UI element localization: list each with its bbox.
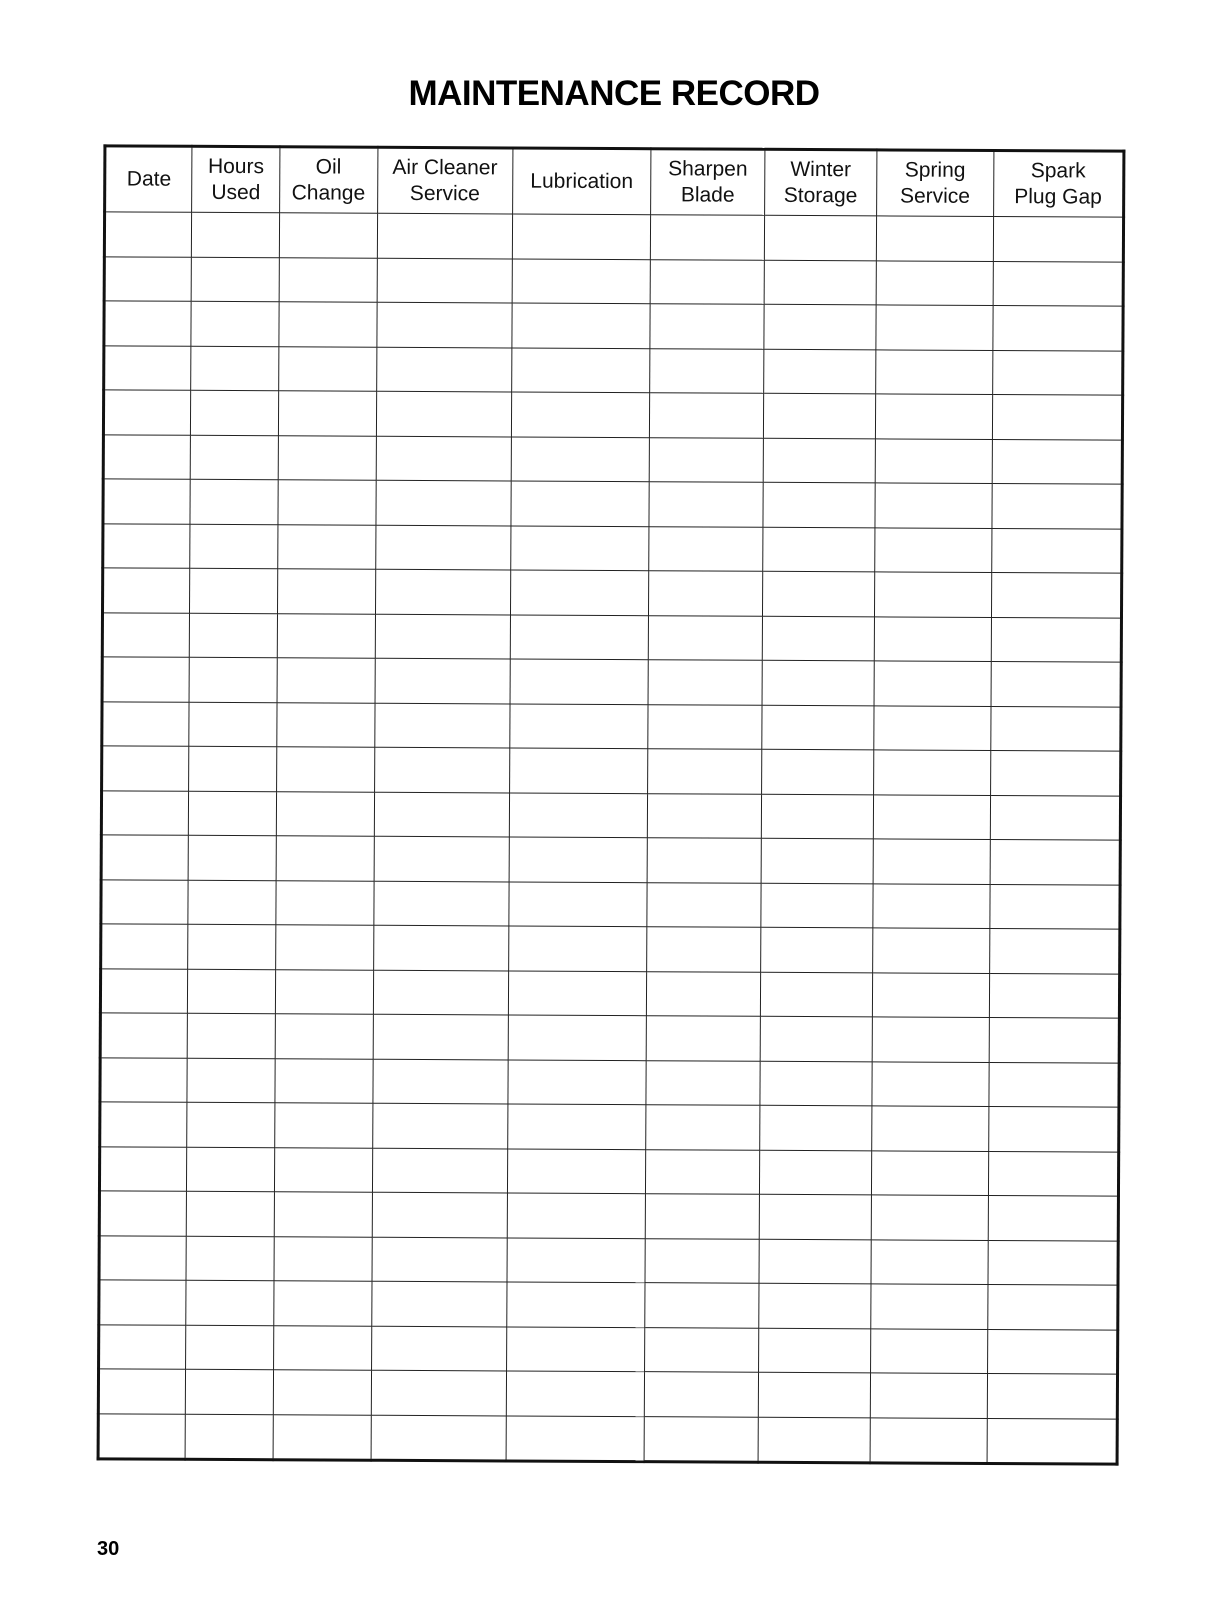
blank-cell (763, 482, 875, 527)
blank-cell (990, 750, 1120, 795)
blank-cell (872, 972, 989, 1017)
blank-cell (104, 256, 192, 301)
blank-cell (192, 212, 280, 257)
table-row (99, 1146, 1118, 1196)
blank-cell (759, 1328, 871, 1373)
blank-cell (279, 257, 377, 302)
blank-cell (103, 523, 191, 568)
blank-cell (511, 525, 650, 570)
column-header-date: Date (105, 146, 193, 212)
blank-cell (371, 1370, 506, 1415)
blank-cell (191, 346, 279, 391)
blank-cell (376, 436, 511, 481)
blank-cell (99, 1146, 187, 1191)
blank-cell (512, 303, 651, 348)
blank-cell (101, 924, 189, 969)
table-row (102, 701, 1121, 751)
table-row (100, 968, 1119, 1018)
blank-cell (992, 439, 1122, 484)
blank-cell (276, 791, 374, 836)
blank-cell (186, 1414, 274, 1460)
blank-cell (98, 1369, 186, 1414)
column-header-winter-storage: Winter Storage (765, 149, 877, 216)
blank-cell (871, 1239, 988, 1284)
blank-cell (988, 1240, 1118, 1285)
blank-cell (99, 1191, 187, 1236)
blank-cell (190, 479, 278, 524)
blank-cell (187, 1147, 275, 1192)
blank-cell (870, 1417, 987, 1463)
blank-cell (507, 1148, 646, 1193)
blank-cell (508, 926, 647, 971)
blank-cell (191, 435, 279, 480)
page-title: MAINTENANCE RECORD (408, 74, 820, 113)
blank-cell (103, 434, 191, 479)
blank-cell (374, 747, 509, 792)
blank-cell (992, 483, 1122, 528)
blank-cell (760, 1016, 872, 1061)
blank-cell (275, 1058, 373, 1103)
blank-cell (186, 1325, 274, 1370)
blank-cell (372, 1059, 507, 1104)
blank-cell (764, 215, 876, 260)
blank-cell (874, 661, 991, 706)
blank-cell (989, 1062, 1119, 1107)
blank-cell (277, 702, 375, 747)
table-row (99, 1235, 1118, 1285)
blank-cell (648, 660, 762, 705)
table-row (100, 1013, 1119, 1063)
column-header-sharpen-blade: Sharpen Blade (651, 149, 765, 216)
blank-cell (372, 1103, 507, 1148)
blank-cell (511, 347, 650, 392)
blank-cell (646, 971, 760, 1016)
blank-cell (510, 570, 649, 615)
blank-cell (188, 924, 276, 969)
blank-cell (876, 216, 993, 261)
blank-cell (373, 881, 508, 926)
blank-cell (872, 1061, 989, 1106)
blank-cell (103, 479, 191, 524)
blank-cell (189, 657, 277, 702)
blank-cell (276, 836, 374, 881)
blank-cell (511, 436, 650, 481)
table-row (103, 434, 1122, 484)
blank-cell (875, 527, 992, 572)
blank-cell (102, 701, 190, 746)
blank-cell (991, 528, 1121, 573)
blank-cell (649, 571, 763, 616)
table-row (98, 1369, 1117, 1419)
blank-cell (510, 703, 649, 748)
table-row (99, 1191, 1118, 1241)
blank-cell (876, 260, 993, 305)
blank-cell (875, 394, 992, 439)
blank-cell (991, 617, 1121, 662)
blank-cell (762, 571, 874, 616)
blank-cell (870, 1373, 987, 1418)
blank-cell (511, 392, 650, 437)
blank-cell (275, 1103, 373, 1148)
blank-cell (98, 1413, 186, 1459)
table-row (102, 612, 1121, 662)
blank-cell (759, 1194, 871, 1239)
blank-cell (274, 1236, 372, 1281)
blank-cell (510, 614, 649, 659)
blank-cell (764, 349, 876, 394)
blank-cell (763, 393, 875, 438)
blank-cell (274, 1192, 372, 1237)
table-row (104, 256, 1123, 306)
blank-cell (987, 1373, 1117, 1418)
blank-cell (99, 1324, 187, 1369)
blank-cell (871, 1284, 988, 1329)
blank-cell (647, 882, 761, 927)
blank-cell (759, 1283, 871, 1328)
blank-cell (374, 792, 509, 837)
blank-cell (274, 1147, 372, 1192)
table-row (101, 879, 1120, 929)
blank-cell (874, 705, 991, 750)
blank-cell (990, 795, 1120, 840)
blank-cell (506, 1326, 645, 1371)
blank-cell (278, 524, 376, 569)
blank-cell (761, 883, 873, 928)
blank-cell (189, 702, 277, 747)
blank-cell (875, 438, 992, 483)
blank-cell (763, 527, 875, 572)
blank-cell (371, 1415, 506, 1461)
column-header-hours-used: Hours Used (192, 146, 280, 212)
blank-cell (644, 1416, 758, 1462)
blank-cell (645, 1283, 759, 1328)
blank-cell (873, 750, 990, 795)
blank-cell (873, 883, 990, 928)
blank-cell (876, 305, 993, 350)
blank-cell (189, 835, 277, 880)
blank-cell (647, 838, 761, 883)
header-row (105, 146, 1124, 217)
blank-cell (648, 704, 762, 749)
table-row (101, 835, 1120, 885)
blank-cell (187, 1191, 275, 1236)
blank-cell (762, 616, 874, 661)
blank-cell (645, 1238, 759, 1283)
blank-cell (758, 1417, 870, 1463)
blank-cell (276, 747, 374, 792)
blank-cell (188, 1013, 276, 1058)
blank-cell (874, 572, 991, 617)
blank-cell (872, 928, 989, 973)
blank-cell (988, 1284, 1118, 1329)
blank-cell (375, 569, 510, 614)
blank-cell (375, 480, 510, 525)
blank-cell (873, 839, 990, 884)
blank-cell (506, 1415, 645, 1461)
blank-cell (871, 1195, 988, 1240)
blank-cell (645, 1194, 759, 1239)
blank-cell (650, 393, 764, 438)
blank-cell (275, 969, 373, 1014)
blank-cell (762, 749, 874, 794)
table-row (100, 1057, 1119, 1107)
blank-cell (377, 213, 512, 258)
blank-cell (988, 1106, 1118, 1151)
blank-cell (509, 792, 648, 837)
blank-cell (372, 1192, 507, 1237)
blank-cell (375, 614, 510, 659)
blank-cell (872, 1017, 989, 1062)
blank-cell (100, 1013, 188, 1058)
blank-cell (278, 391, 376, 436)
blank-cell (275, 1014, 373, 1059)
blank-cell (760, 1105, 872, 1150)
blank-cell (374, 703, 509, 748)
blank-cell (279, 302, 377, 347)
blank-cell (650, 348, 764, 393)
blank-cell (186, 1369, 274, 1414)
blank-cell (645, 1327, 759, 1372)
column-header-oil-change: Oil Change (280, 147, 378, 214)
blank-cell (192, 257, 280, 302)
table-row (101, 924, 1120, 974)
blank-cell (874, 616, 991, 661)
blank-cell (187, 1102, 275, 1147)
blank-cell (871, 1150, 988, 1195)
blank-cell (276, 925, 374, 970)
blank-cell (372, 1237, 507, 1282)
blank-cell (278, 435, 376, 480)
blank-cell (103, 568, 191, 613)
table-row (101, 790, 1120, 840)
column-header-spark-plug-gap: Spark Plug Gap (993, 150, 1124, 217)
blank-cell (764, 304, 876, 349)
table-row (103, 568, 1122, 618)
blank-cell (875, 349, 992, 394)
blank-cell (100, 1102, 188, 1147)
blank-cell (102, 746, 190, 791)
blank-cell (377, 258, 512, 303)
blank-cell (758, 1372, 870, 1417)
table-row (99, 1324, 1118, 1374)
table-row (102, 657, 1121, 707)
blank-cell (646, 1060, 760, 1105)
blank-cell (760, 1061, 872, 1106)
column-header-spring-service: Spring Service (876, 150, 993, 217)
table-row (104, 212, 1123, 262)
blank-cell (373, 1014, 508, 1059)
blank-cell (507, 1282, 646, 1327)
blank-cell (870, 1328, 987, 1373)
blank-cell (993, 305, 1123, 350)
blank-cell (649, 526, 763, 571)
blank-cell (274, 1281, 372, 1326)
blank-cell (512, 214, 651, 259)
blank-cell (376, 391, 511, 436)
blank-cell (509, 748, 648, 793)
table-row (98, 1413, 1117, 1464)
table-row (100, 1102, 1119, 1152)
blank-cell (761, 794, 873, 839)
blank-cell (649, 482, 763, 527)
blank-cell (99, 1280, 187, 1325)
blank-cell (647, 927, 761, 972)
blank-cell (875, 483, 992, 528)
blank-cell (648, 749, 762, 794)
blank-cell (992, 350, 1122, 395)
blank-cell (508, 1059, 647, 1104)
blank-cell (187, 1058, 275, 1103)
blank-cell (99, 1235, 187, 1280)
table-row (103, 390, 1122, 440)
blank-cell (759, 1150, 871, 1195)
blank-cell (646, 1105, 760, 1150)
record-rows (98, 212, 1124, 1464)
table-row (104, 301, 1123, 351)
blank-cell (101, 790, 189, 835)
blank-cell (990, 839, 1120, 884)
blank-cell (990, 884, 1120, 929)
blank-cell (372, 1148, 507, 1193)
blank-cell (759, 1239, 871, 1284)
blank-cell (190, 613, 278, 658)
blank-cell (761, 838, 873, 883)
blank-cell (188, 880, 276, 925)
blank-cell (650, 259, 764, 304)
blank-cell (371, 1326, 506, 1371)
blank-cell (763, 438, 875, 483)
blank-cell (991, 706, 1121, 751)
blank-cell (279, 346, 377, 391)
blank-cell (650, 215, 764, 260)
blank-cell (650, 304, 764, 349)
column-header-lubrication: Lubrication (512, 148, 651, 215)
blank-cell (186, 1280, 274, 1325)
blank-cell (190, 568, 278, 613)
blank-cell (508, 1015, 647, 1060)
table-row (103, 479, 1122, 529)
blank-cell (188, 969, 276, 1014)
blank-cell (988, 1151, 1118, 1196)
blank-cell (872, 1106, 989, 1151)
blank-cell (278, 480, 376, 525)
blank-cell (761, 927, 873, 972)
blank-cell (992, 394, 1122, 439)
blank-cell (273, 1370, 371, 1415)
blank-cell (101, 835, 189, 880)
blank-cell (189, 791, 277, 836)
table-row (103, 523, 1122, 573)
blank-cell (191, 301, 279, 346)
blank-cell (374, 836, 509, 881)
blank-cell (987, 1329, 1117, 1374)
blank-cell (100, 968, 188, 1013)
blank-cell (647, 793, 761, 838)
blank-cell (648, 615, 762, 660)
blank-cell (508, 970, 647, 1015)
blank-cell (373, 970, 508, 1015)
page-number: 30 (97, 1538, 120, 1560)
blank-cell (989, 973, 1119, 1018)
blank-cell (991, 572, 1121, 617)
blank-cell (511, 481, 650, 526)
blank-cell (277, 613, 375, 658)
blank-cell (276, 880, 374, 925)
blank-cell (987, 1418, 1117, 1464)
blank-cell (375, 658, 510, 703)
blank-cell (993, 261, 1123, 306)
blank-cell (373, 925, 508, 970)
blank-cell (273, 1414, 371, 1460)
blank-cell (104, 212, 192, 257)
blank-cell (273, 1325, 371, 1370)
blank-cell (873, 794, 990, 839)
blank-cell (190, 524, 278, 569)
blank-cell (375, 525, 510, 570)
blank-cell (101, 879, 189, 924)
blank-cell (507, 1104, 646, 1149)
blank-cell (103, 390, 191, 435)
blank-cell (100, 1057, 188, 1102)
blank-cell (506, 1371, 645, 1416)
blank-cell (991, 661, 1121, 706)
blank-cell (186, 1236, 274, 1281)
column-header-air-cleaner-service: Air Cleaner Service (377, 147, 513, 214)
blank-cell (507, 1193, 646, 1238)
blank-cell (104, 345, 192, 390)
blank-cell (644, 1372, 758, 1417)
blank-cell (993, 216, 1123, 261)
blank-cell (376, 302, 511, 347)
blank-cell (510, 659, 649, 704)
blank-cell (509, 881, 648, 926)
blank-cell (646, 1016, 760, 1061)
blank-cell (512, 258, 651, 303)
blank-cell (989, 928, 1119, 973)
blank-cell (102, 657, 190, 702)
blank-cell (191, 390, 279, 435)
blank-cell (277, 658, 375, 703)
blank-cell (649, 437, 763, 482)
blank-cell (646, 1149, 760, 1194)
blank-cell (279, 213, 377, 258)
blank-cell (988, 1195, 1118, 1240)
blank-cell (989, 1017, 1119, 1062)
blank-cell (277, 569, 375, 614)
blank-cell (102, 612, 190, 657)
blank-cell (509, 837, 648, 882)
maintenance-record-table (97, 144, 1126, 1465)
blank-cell (762, 660, 874, 705)
blank-cell (376, 347, 511, 392)
blank-cell (760, 972, 872, 1017)
blank-cell (104, 301, 192, 346)
blank-cell (507, 1237, 646, 1282)
blank-cell (371, 1281, 506, 1326)
blank-cell (762, 705, 874, 750)
table-row (99, 1280, 1118, 1330)
blank-cell (189, 746, 277, 791)
blank-cell (764, 260, 876, 305)
table-row (104, 345, 1123, 395)
table-row (102, 746, 1121, 796)
